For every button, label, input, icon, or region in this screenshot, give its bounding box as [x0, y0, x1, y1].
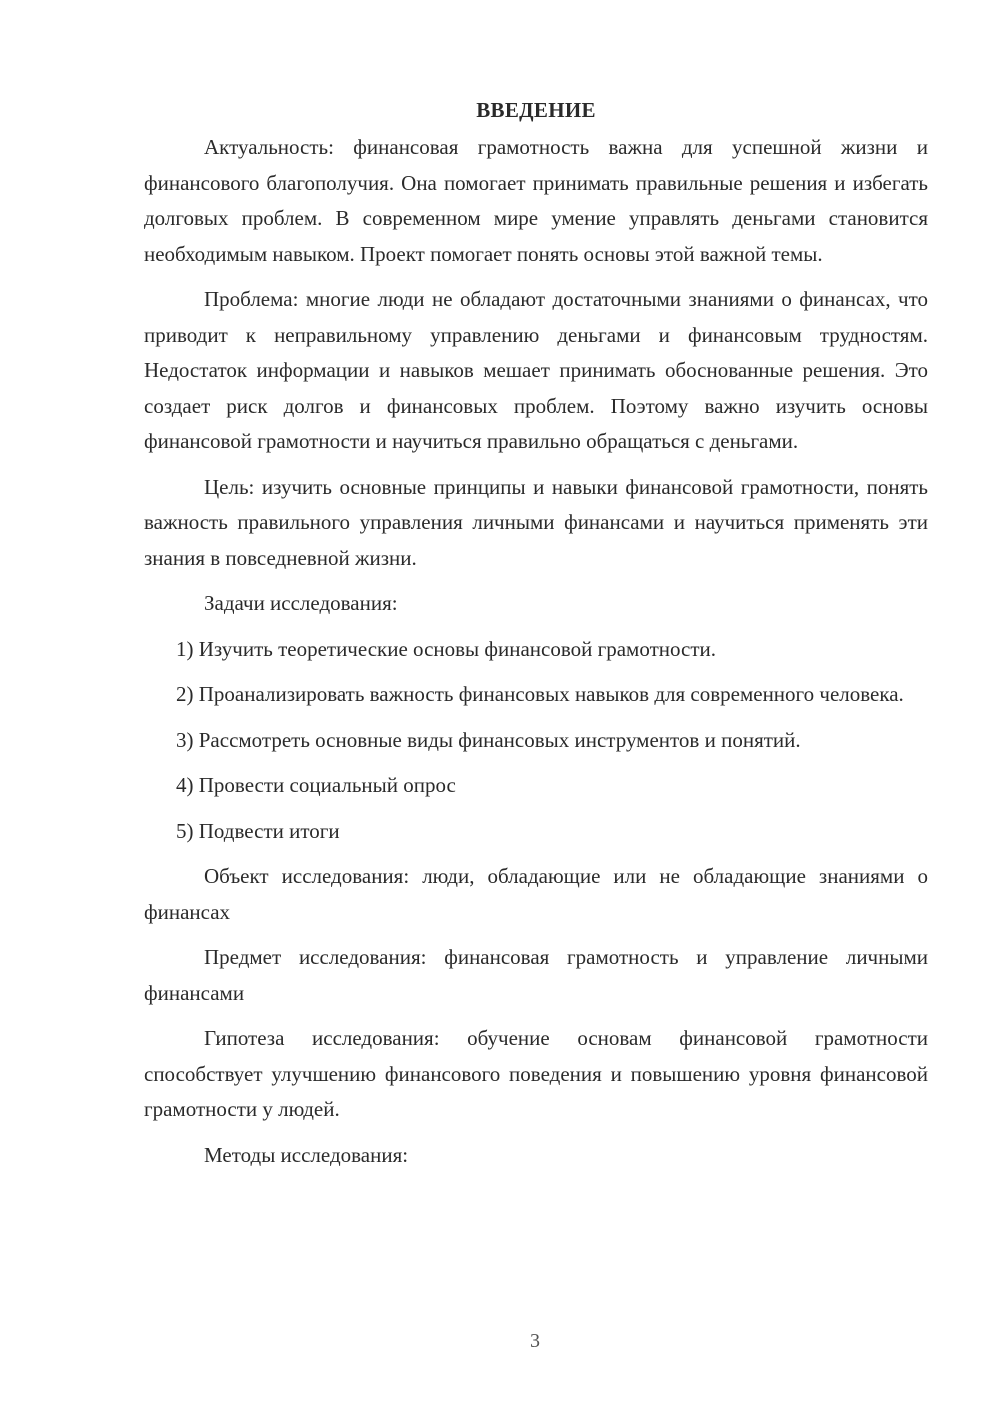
task-item-1: 1) Изучить теоретические основы финансовой грамотности. — [176, 636, 716, 661]
task-item-5: 5) Подвести итоги — [176, 818, 340, 843]
problem-paragraph: Проблема: многие люди не обладают достаточными знаниями о финансах, что приводит к неправильному управлению деньгами и финансовым трудностям. Недостаток информации и навыков мешает принимать обоснованные решения. Это создает риск долгов и финансовых проблем. Поэтому важно изучить основы финансовой грамотности и научиться правильно обращаться с деньгами. — [144, 287, 928, 453]
task-item-3: 3) Рассмотреть основные виды финансовых инструментов и понятий. — [176, 727, 801, 752]
methods-heading: Методы исследования: — [204, 1142, 409, 1167]
task-item-2: 2) Проанализировать важность финансовых навыков для современного человека. — [176, 682, 904, 706]
hypothesis-paragraph: Гипотеза исследования: обучение основам финансовой грамотности способствует улучшению финансового поведения и повышению уровня финансовой грамотности у людей. — [144, 1026, 928, 1121]
task-item-4: 4) Провести социальный опрос — [176, 773, 456, 797]
goal-paragraph: Цель: изучить основные принципы и навыки финансовой грамотности, понять важность правильного управления личными финансами и научиться применять эти знания в повседневной жизни. — [144, 474, 928, 570]
relevance-paragraph: Актуальность: финансовая грамотность важна для успешной жизни и финансового благополучия. Она помогает принимать правильные решения и избегать долговых проблем. В современном мире умение управлять деньгами становится необходимым навыком. Проект помогает понять основы этой важной темы. — [144, 135, 928, 266]
subject-paragraph: Предмет исследования: финансовая грамотность и управление личными финансами — [144, 945, 928, 1005]
page-number: 3 — [530, 1330, 540, 1352]
document-page — [144, 92, 928, 1183]
tasks-heading: Задачи исследования: — [204, 591, 398, 615]
section-title: ВВЕДЕНИЕ — [476, 98, 596, 122]
object-paragraph: Объект исследования: люди, обладающие или не обладающие знаниями о финансах — [144, 864, 928, 924]
